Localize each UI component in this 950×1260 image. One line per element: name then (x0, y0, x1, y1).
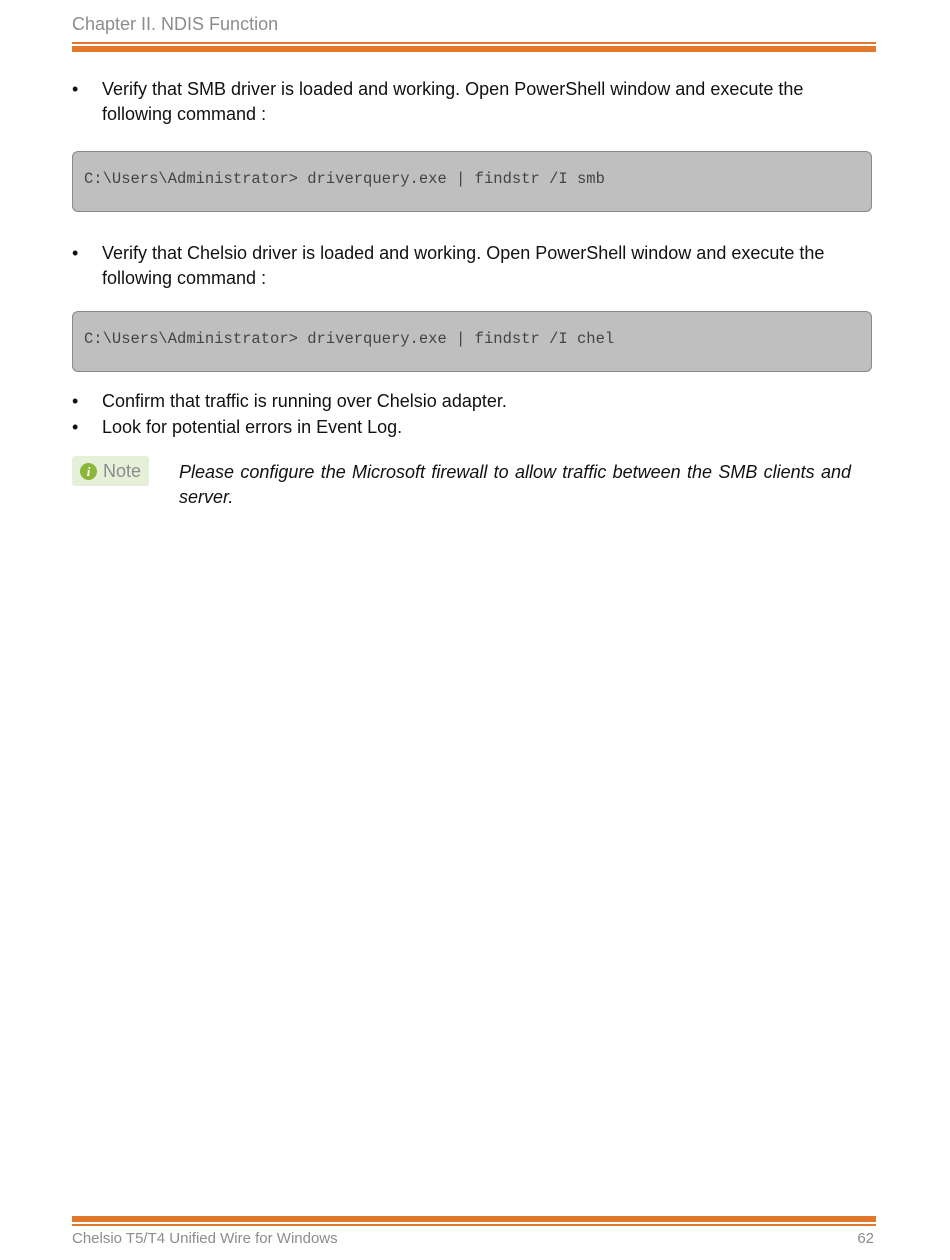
note-label: Note (103, 461, 142, 481)
code-command: C:\Users\Administrator> driverquery.exe | findstr /I chel (84, 330, 615, 348)
note-badge (72, 456, 149, 486)
header-rule-thin (72, 42, 876, 44)
code-block (72, 311, 872, 372)
list-item-text: Confirm that traffic is running over Chelsio adapter. (102, 391, 507, 411)
bullet-marker: • (72, 417, 79, 437)
bullet-marker: • (72, 79, 79, 99)
page-number: 62 (857, 1230, 874, 1247)
footer-rule-thin (72, 1224, 876, 1226)
list-item-text: Look for potential errors in Event Log. (102, 417, 403, 437)
header-rule-thick (72, 46, 876, 52)
list-item (72, 77, 862, 127)
list-item (72, 241, 862, 291)
info-icon: i (80, 463, 97, 480)
list-item (72, 389, 862, 414)
footer-title: Chelsio T5/T4 Unified Wire for Windows (72, 1230, 338, 1247)
footer-rule-thick (72, 1216, 876, 1222)
chapter-title: Chapter II. NDIS Function (72, 14, 279, 34)
bullet-marker: • (72, 243, 79, 263)
code-block (72, 151, 872, 212)
code-command: C:\Users\Administrator> driverquery.exe | findstr /I smb (84, 170, 605, 188)
note-text: Please configure the Microsoft firewall to allow traffic between the SMB clients and server. (179, 462, 851, 507)
list-item-text: Verify that SMB driver is loaded and working. Open PowerShell window and execute the following command : (102, 79, 804, 124)
bullet-marker: • (72, 391, 79, 411)
list-item-text: Verify that Chelsio driver is loaded and working. Open PowerShell window and execute the following command : (102, 243, 825, 288)
list-item (72, 415, 862, 440)
